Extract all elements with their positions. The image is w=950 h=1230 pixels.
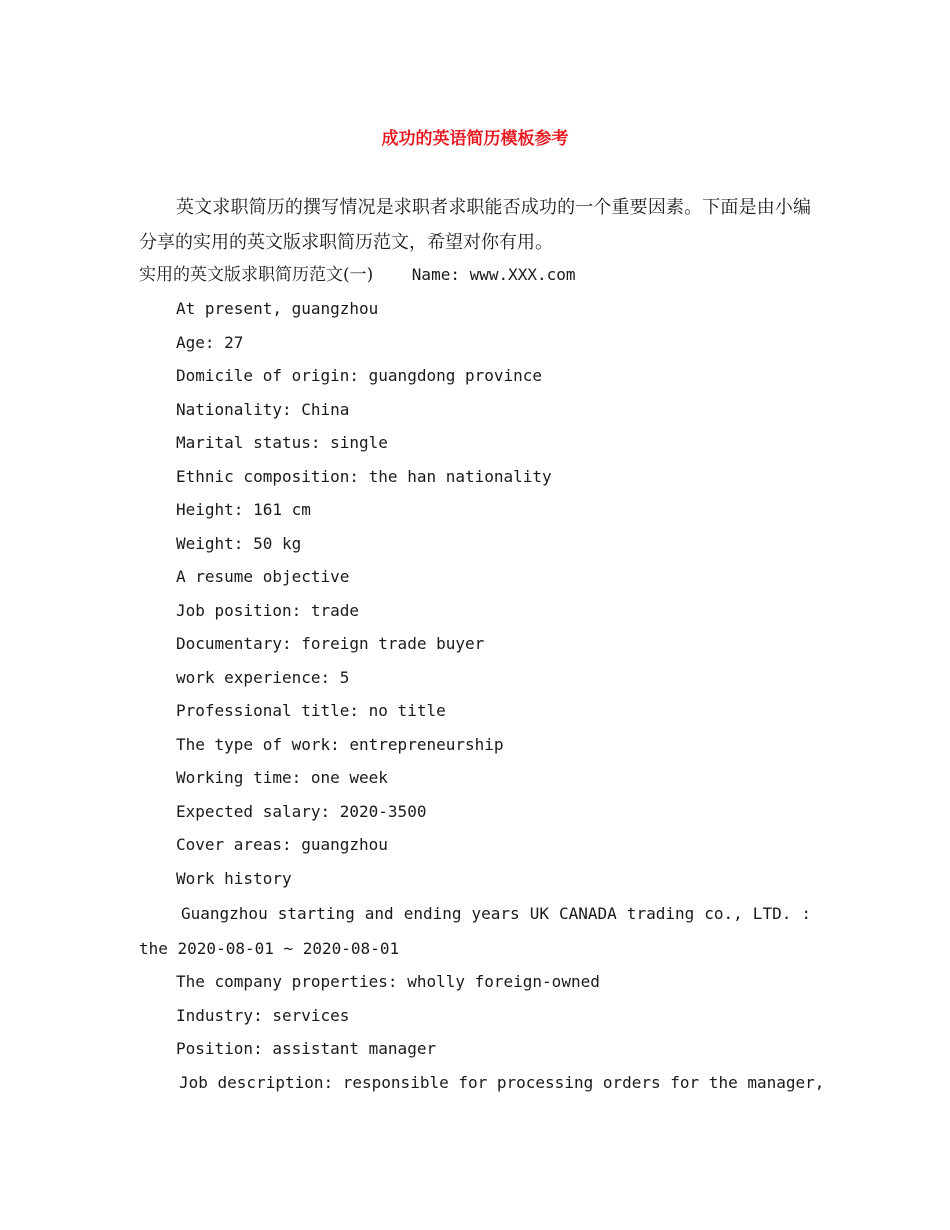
sample-heading-line (139, 265, 576, 285)
field-line: Cover areas: guangzhou (176, 835, 388, 854)
company-field-line: Industry: services (176, 1006, 350, 1025)
sample-name: Name: www.XXX.com (411, 265, 576, 284)
field-line: work experience: 5 (176, 668, 350, 687)
field-line: A resume objective (176, 567, 350, 586)
field-line: Domicile of origin: guangdong province (176, 366, 543, 385)
field-line: At present, guangzhou (176, 299, 379, 318)
field-line: Job position: trade (176, 601, 360, 620)
field-line: The type of work: entrepreneurship (176, 735, 504, 754)
field-line: Working time: one week (176, 768, 388, 787)
field-line: Marital status: single (176, 433, 388, 452)
document-title: 成功的英语简历模板参考 (381, 129, 569, 149)
field-line: Age: 27 (176, 333, 244, 352)
job-description: Job description: responsible for processing orders for the manager, (179, 1073, 825, 1092)
sample-heading: 实用的英文版求职简历范文(一) (139, 265, 374, 285)
field-line: Expected salary: 2020-3500 (176, 802, 427, 821)
field-line: Weight: 50 kg (176, 534, 302, 553)
company-field-line: The company properties: wholly foreign-owned (176, 972, 600, 991)
company-field-line: Position: assistant manager (176, 1039, 437, 1058)
history-entry: Guangzhou starting and ending years UK CANADA trading co., LTD. : the 2020-08-01 ~ 2020-08-01 (139, 904, 811, 958)
field-line: Ethnic composition: the han nationality (176, 467, 552, 486)
field-line: Nationality: China (176, 400, 350, 419)
field-line: Height: 161 cm (176, 500, 311, 519)
work-history-heading: Work history (176, 869, 292, 888)
field-line: Professional title: no title (176, 701, 446, 720)
field-line: Documentary: foreign trade buyer (176, 634, 485, 653)
intro-paragraph: 英文求职简历的撰写情况是求职者求职能否成功的一个重要因素。下面是由小编分享的实用的英文版求职简历范文，希望对你有用。 (139, 197, 811, 253)
